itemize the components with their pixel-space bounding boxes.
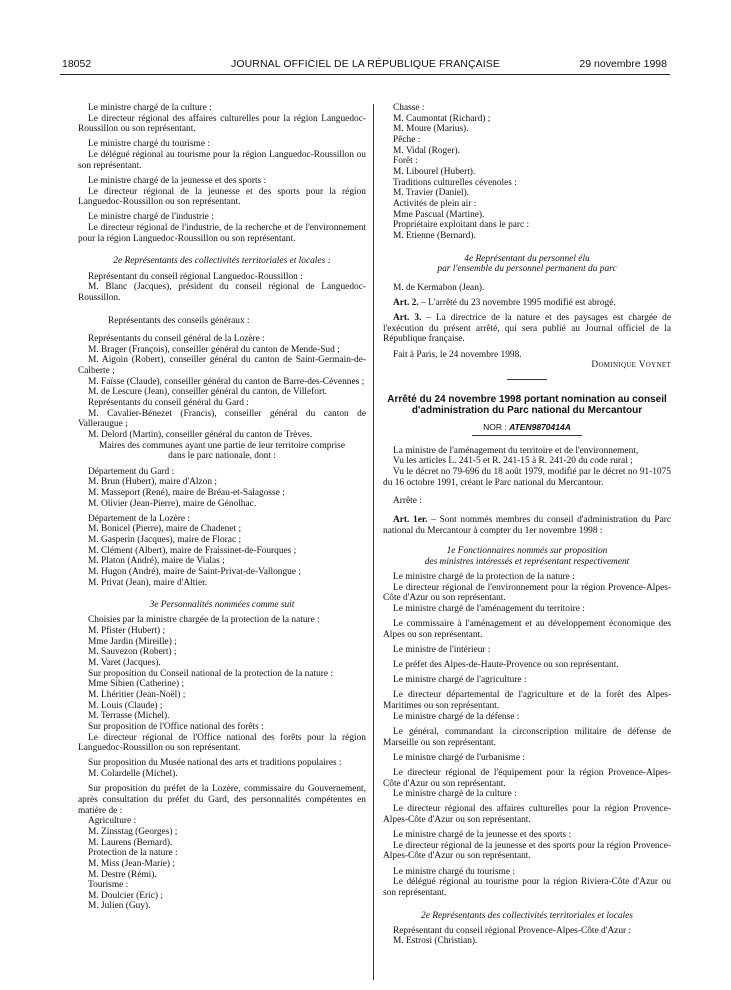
paragraph: Arrête : — [393, 496, 422, 507]
paragraph: M. Bonicel (Pierre), maire de Chadenet ; — [88, 524, 242, 535]
paragraph: Le ministre chargé du tourisme : — [88, 139, 210, 150]
article-label: Art. 1er. — [393, 514, 428, 525]
paragraph: par l'ensemble du personnel permanent du parc — [437, 264, 617, 275]
nor-label: NOR : — [483, 421, 510, 432]
paragraph: M. Olivier (Jean-Pierre), maire de Génolhac. — [88, 498, 257, 509]
paragraph: M. Sauvezon (Robert) ; — [88, 647, 177, 658]
paragraph: M. Doulcier (Eric) ; — [88, 890, 163, 901]
paragraph: Le ministre chargé de la protection de la nature : — [393, 572, 575, 582]
decree-title: Arrêté du 24 novembre 1998 portant nomination au conseil d'administration du Parc national du Mercantour — [387, 393, 667, 416]
paragraph: M. de Lescure (Jean), conseiller général du canton, de Villefort. — [88, 387, 328, 398]
paragraph: M. Julien (Guy). — [88, 901, 151, 912]
paragraph: Le ministre chargé de la culture : — [88, 103, 212, 113]
paragraph: M. Miss (Jean-Marie) ; — [88, 858, 175, 869]
journal-title: JOURNAL OFFICIEL DE LA RÉPUBLIQUE FRANÇAISE — [231, 58, 500, 70]
paragraph: Traditions culturelles cévenoles : — [393, 177, 517, 188]
paragraph: Représentants du conseil général de la Lozère : — [88, 334, 265, 345]
paragraph: Chasse : — [393, 103, 425, 113]
paragraph: Le général, commandant la circonscription militaire de défense de Marseille ou son représentant. — [383, 726, 671, 748]
paragraph: M. de Kermabon (Jean). — [393, 282, 485, 293]
paragraph: Dominique Voynet — [591, 360, 671, 371]
paragraph: Propriétaire exploitant dans le parc : — [393, 220, 530, 231]
paragraph: Le ministre chargé de l'urbanisme : — [393, 752, 525, 763]
paragraph: Mme Jardin (Mireille) ; — [88, 636, 177, 647]
article-label: Art. 2. — [393, 298, 419, 308]
paragraph: Le commissaire à l'aménagement et au développement économique des Alpes ou son représentant. — [383, 619, 671, 640]
article-text: – Sont nommés membres du conseil d'administration du Parc national du Mercantour à compter du 1er novembre 1998 : — [383, 514, 672, 536]
paragraph: 3e Personnalités nommées comme suit — [149, 600, 295, 611]
paragraph: des ministres intéressés et représentant respectivement — [424, 556, 630, 567]
column-divider — [373, 104, 374, 980]
paragraph: Le directeur régional de l'environnement pour la région Provence-Alpes-Côte d'Azur ou son représentant. — [383, 582, 671, 604]
paragraph: Le ministre chargé de l'industrie : — [88, 212, 214, 223]
paragraph: Vu les articles L. 241-5 et R. 241-15 à R. 241-20 du code rural ; — [393, 456, 633, 467]
paragraph: M. Clément (Albert), maire de Fraissinet-de-Fourques ; — [88, 545, 297, 556]
paragraph: Le ministre de l'intérieur : — [393, 644, 491, 655]
paragraph: M. Cavalier-Bénezet (Francis), conseiller général du canton de Valleraugue ; — [78, 408, 366, 430]
page-number: 18052 — [62, 58, 92, 70]
paragraph: Sur proposition du Musée national des arts et traditions populaires : — [88, 758, 342, 769]
paragraph: M. Zinsstag (Georges) ; — [88, 826, 178, 837]
right-column-top — [383, 103, 671, 371]
paragraph: Tourisme : — [88, 880, 129, 891]
paragraph: Le ministre chargé du tourisme : — [393, 866, 515, 877]
paragraph: M. Blanc (Jacques), président du conseil régional de Languedoc-Roussillon. — [78, 282, 366, 303]
paragraph — [383, 298, 671, 309]
separator-rule — [507, 379, 547, 380]
paragraph: M. Hugon (André), maire de Saint-Privat-de-Vallongue ; — [88, 566, 301, 577]
paragraph: M. Etienne (Bernard). — [393, 230, 476, 241]
paragraph: Le ministre chargé de l'agriculture : — [393, 675, 527, 686]
paragraph: Fait à Paris, le 24 novembre 1998. — [393, 349, 522, 360]
paragraph: Vu le décret no 79-696 du 18 août 1979, modifié par le décret no 91-1075 du 16 octobre 1991, créant le Parc national du Mercantour. — [383, 466, 671, 488]
nor-code: ATEN9870414A — [509, 421, 571, 432]
paragraph: Le délégué régional au tourisme pour la région Languedoc-Roussillon ou son représentant. — [78, 150, 366, 171]
paragraph: Le ministre chargé de la défense : — [393, 711, 520, 722]
paragraph: M. Brun (Hubert), maire d'Alzon ; — [88, 477, 218, 488]
paragraph: M. Vidal (Roger). — [393, 145, 460, 156]
paragraph: Forêt : — [393, 156, 418, 167]
paragraph: M. Privat (Jean), maire d'Altier. — [88, 577, 208, 588]
right-column — [383, 103, 671, 947]
left-column — [78, 103, 366, 912]
paragraph: Choisies par la ministre chargée de la protection de la nature : — [88, 615, 320, 626]
paragraph: Département de la Lozère : — [88, 513, 191, 524]
paragraph: Représentant du conseil régional Languedoc-Roussillon : — [88, 271, 303, 282]
paragraph: M. Faïsse (Claude), conseiller général du canton de Barre-des-Cévennes ; — [88, 376, 365, 387]
paragraph: Le délégué régional au tourisme pour la région Riviera-Côte d'Azur ou son représentant. — [383, 877, 671, 898]
paragraph — [383, 313, 671, 345]
paragraph: Mme Pascual (Martine). — [393, 209, 485, 220]
paragraph: Le ministre chargé de la culture : — [393, 789, 517, 800]
paragraph: Le directeur régional de la jeunesse et des sports pour la région Languedoc-Roussillon ou son représentant. — [78, 186, 366, 208]
paragraph: Représentants des conseils généraux : — [108, 315, 250, 326]
article-text: – La directrice de la nature et des paysages est chargée de l'exécution du présent arrêté, qui sera publié au Journal officiel de la République française. — [383, 313, 671, 345]
header-rule — [60, 74, 670, 75]
article-text: – L'arrêté du 23 novembre 1995 modifié est abrogé. — [418, 298, 616, 308]
paragraph: 2e Représentants des collectivités territoriales et locales — [421, 910, 633, 921]
paragraph: M. Aigoin (Robert), conseiller général du canton de Saint-Germain-de-Calberte ; — [78, 355, 366, 377]
paragraph: M. Colardelle (Michel). — [88, 769, 178, 780]
paragraph: Activités de plein air : — [393, 198, 477, 209]
paragraph: M. Delord (Martin), conseiller général du canton de Trèves. — [88, 430, 313, 441]
paragraph: M. Louis (Claude) ; — [88, 700, 163, 711]
paragraph: Le directeur régional des affaires culturelles pour la région Languedoc-Roussillon ou son représentant. — [78, 113, 366, 135]
nor-rule — [472, 435, 582, 436]
paragraph: Mme Sibien (Catherine) ; — [88, 679, 185, 690]
paragraph: M. Destre (Rémi). — [88, 869, 157, 880]
paragraph: M. Laurens (Bernard). — [88, 837, 173, 848]
decree-nor — [383, 422, 671, 433]
paragraph: M. Varet (Jacques). — [88, 658, 161, 669]
paragraph: Sur proposition du préfet de la Lozère, commissaire du Gouvernement, après consultation du préfet du Gard, des personnalités compétentes en matière de : — [78, 784, 366, 816]
paragraph — [383, 515, 671, 536]
paragraph: M. Terrasse (Michel). — [88, 711, 170, 722]
paragraph: Le ministre chargé de la jeunesse et des sports : — [88, 175, 267, 186]
paragraph: M. Libourel (Hubert). — [393, 166, 476, 177]
paragraph: 2e Représentants des collectivités territoriales et locales : — [113, 256, 331, 267]
paragraph: Le ministre chargé de la jeunesse et des sports : — [393, 830, 572, 841]
paragraph: M. Brager (François), conseiller général du canton de Mende-Sud ; — [88, 344, 340, 355]
paragraph: M. Pfister (Hubert) ; — [88, 626, 166, 637]
paragraph: Le directeur régional de la jeunesse et des sports pour la région Provence-Alpes-Côte d'Azur ou son représentant. — [383, 840, 671, 862]
issue-date: 29 novembre 1998 — [579, 58, 667, 70]
paragraph: Protection de la nature : — [88, 848, 178, 859]
paragraph: Représentants du conseil général du Gard : — [88, 398, 249, 409]
paragraph: La ministre de l'aménagement du territoire et de l'environnement, — [393, 445, 639, 456]
paragraph: M. Travier (Daniel). — [393, 188, 470, 199]
paragraph: M. Caumontat (Richard) ; — [393, 113, 491, 124]
paragraph: Sur proposition de l'Office national des forêts : — [88, 721, 264, 732]
paragraph: M. Gasperin (Jacques), maire de Florac ; — [88, 534, 242, 545]
paragraph: M. Masseport (René), maire de Bréau-et-Salagosse ; — [88, 487, 285, 498]
paragraph: Le directeur régional de l'Office national des forêts pour la région Languedoc-Roussillon ou son représentant. — [78, 732, 366, 754]
paragraph: Agriculture : — [88, 816, 137, 827]
paragraph: Le ministre chargé de l'aménagement du territoire : — [393, 603, 585, 614]
paragraph: Maires des communes ayant une partie de leur territoire comprise dans le parc nationale, dont : — [98, 440, 345, 462]
paragraph: M. Moure (Marius). — [393, 124, 469, 135]
paragraph: M. Platon (André), maire de Vialas ; — [88, 556, 225, 567]
paragraph: M. Estrosi (Christian). — [393, 936, 478, 947]
article-label: Art. 3. — [393, 313, 422, 324]
running-header — [0, 58, 731, 72]
right-column-bottom — [383, 446, 671, 947]
paragraph: Pêche : — [393, 134, 421, 145]
paragraph: 1e Fonctionnaires nommés sur proposition — [446, 546, 608, 557]
paragraph: Le directeur régional de l'équipement pour la région Provence-Alpes-Côte d'Azur ou son représentant. — [383, 767, 671, 789]
paragraph: Le directeur régional de l'industrie, de la recherche et de l'environnement pour la région Languedoc-Roussillon ou son représentant. — [78, 223, 366, 244]
paragraph: Représentant du conseil régional Provence-Alpes-Côte d'Azur : — [393, 925, 632, 936]
paragraph: Le directeur départemental de l'agriculture et de la forêt des Alpes-Maritimes ou son représentant. — [383, 690, 671, 712]
paragraph: Le préfet des Alpes-de-Haute-Provence ou son représentant. — [393, 660, 619, 671]
paragraph: Sur proposition du Conseil national de la protection de la nature : — [88, 668, 333, 679]
paragraph: M. Lhéritier (Jean-Noël) ; — [88, 690, 186, 700]
paragraph: 4e Représentant du personnel élu — [464, 253, 590, 264]
paragraph: Département du Gard : — [88, 466, 175, 477]
paragraph: Le directeur régional des affaires culturelles pour la région Provence-Alpes-Côte d'Azur ou son représentant. — [383, 804, 671, 825]
